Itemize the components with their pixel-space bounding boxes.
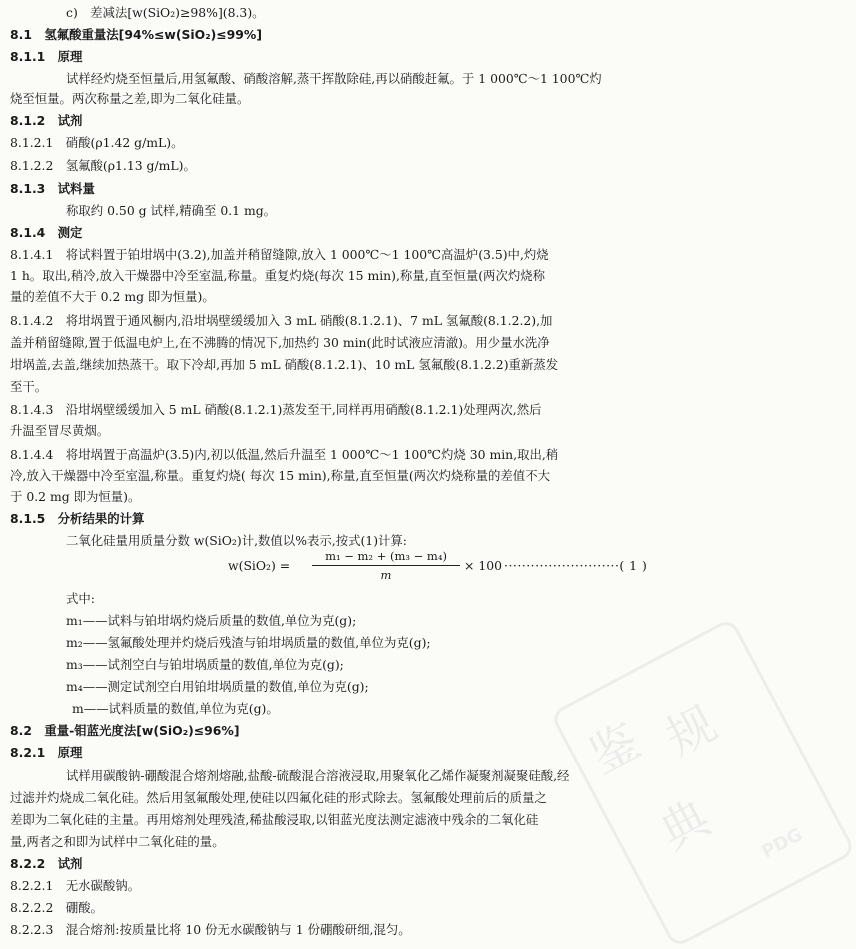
list-item-c: c) 差减法[w(SiO₂)≥98%](8.3)。 bbox=[66, 5, 265, 20]
formula-numerator: m₁ − m₂ + (m₃ − m₄) bbox=[325, 549, 447, 563]
definition-m2: m₂——氢氟酸处理并灼烧后残渣与铂坩埚质量的数值,单位为克(g); bbox=[66, 635, 431, 650]
formula-lhs: w(SiO₂) = bbox=[228, 558, 291, 573]
section-heading-8-1-1: 8.1.1 原理 bbox=[10, 49, 83, 64]
paragraph-line: 8.1.4.1 将试料置于铂坩埚中(3.2),加盖并稍留缝隙,放入 1 000℃～1 100℃高温炉(3.5)中,灼烧 bbox=[10, 247, 549, 262]
paragraph-line: 8.1.4.4 将坩埚置于高温炉(3.5)内,初以低温,然后升温至 1 000℃～1 100℃灼烧 30 min,取出,稍 bbox=[10, 447, 559, 462]
paragraph-line: 盖并稍留缝隙,置于低温电炉上,在不沸腾的情况下,加热约 30 min(此时试液应清澈)。用少量水洗净 bbox=[10, 335, 550, 350]
formula-fraction bbox=[312, 548, 460, 583]
paragraph-line: 量的差值不大于 0.2 mg 即为恒量)。 bbox=[10, 289, 215, 304]
definition-m: m——试料质量的数值,单位为克(g)。 bbox=[72, 701, 279, 716]
paragraph-line: 式中: bbox=[66, 591, 95, 606]
section-heading-8-2-2: 8.2.2 试剂 bbox=[10, 856, 83, 871]
paragraph-line: 8.1.2.2 氢氟酸(ρ1.13 g/mL)。 bbox=[10, 158, 196, 173]
formula-denominator: m bbox=[380, 568, 392, 582]
fraction-bar bbox=[312, 565, 460, 566]
paragraph-line: 1 h。取出,稍冷,放入干燥器中冷至室温,称量。重复灼烧(每次 15 min),称量,直至恒量(两次灼烧称 bbox=[10, 268, 546, 283]
formula-label: ··························( 1 ) bbox=[504, 558, 648, 573]
paragraph-line: 过滤并灼烧成二氧化硅。然后用氢氟酸处理,使硅以四氟化硅的形式除去。氢氟酸处理前后的质量之 bbox=[10, 790, 547, 805]
paragraph-line: 8.2.2.2 硼酸。 bbox=[10, 900, 103, 915]
paragraph-line: 8.1.4.2 将坩埚置于通风橱内,沿坩埚壁缓缓加入 3 mL 硝酸(8.1.2.1)、7 mL 氢氟酸(8.1.2.2),加 bbox=[10, 313, 553, 328]
section-heading-8-2-1: 8.2.1 原理 bbox=[10, 745, 83, 760]
paragraph-line: 称取约 0.50 g 试样,精确至 0.1 mg。 bbox=[66, 203, 277, 218]
watermark-glyph: 典 bbox=[650, 789, 720, 862]
formula-rhs: × 100 bbox=[464, 558, 502, 573]
paragraph-line: 试样用碳酸钠-硼酸混合熔剂熔融,盐酸-硫酸混合溶液浸取,用聚氧化乙烯作凝聚剂凝聚硅酸,经 bbox=[66, 768, 570, 783]
definition-m3: m₃——试剂空白与铂坩埚质量的数值,单位为克(g); bbox=[66, 657, 344, 672]
section-heading-8-2: 8.2 重量-钼蓝光度法[w(SiO₂)≤96%] bbox=[10, 723, 240, 738]
paragraph-line: 差即为二氧化硅的主量。再用熔剂处理残渣,稀盐酸浸取,以钼蓝光度法测定滤液中残余的二氧化硅 bbox=[10, 812, 539, 827]
paragraph-line: 试样经灼烧至恒量后,用氢氟酸、硝酸溶解,蒸干挥散除硅,再以硝酸赶氟。于 1 000℃～1 100℃灼 bbox=[66, 71, 602, 86]
paragraph-line: 二氧化硅量用质量分数 w(SiO₂)计,数值以%表示,按式(1)计算: bbox=[66, 533, 407, 548]
paragraph-line: 于 0.2 mg 即为恒量)。 bbox=[10, 489, 141, 504]
section-heading-8-1-5: 8.1.5 分析结果的计算 bbox=[10, 511, 145, 526]
paragraph-line: 升温至冒尽黄烟。 bbox=[10, 423, 110, 438]
paragraph-line: 8.2.2.3 混合熔剂:按质量比将 10 份无水碳酸钠与 1 份硼酸研细,混匀。 bbox=[10, 922, 411, 937]
section-heading-8-1: 8.1 氢氟酸重量法[94%≤w(SiO₂)≤99%] bbox=[10, 27, 262, 42]
paragraph-line: 坩埚盖,去盖,继续加热蒸干。取下冷却,再加 5 mL 硝酸(8.1.2.1)、10 mL 氢氟酸(8.1.2.2)重新蒸发 bbox=[10, 357, 559, 372]
section-heading-8-1-3: 8.1.3 试料量 bbox=[10, 181, 95, 196]
paragraph-line: 量,两者之和即为试样中二氧化硅的量。 bbox=[10, 834, 225, 849]
paragraph-line: 冷,放入干燥器中冷至室温,称量。重复灼烧( 每次 15 min),称量,直至恒量(两次灼烧称量的差值不大 bbox=[10, 468, 550, 483]
definition-m1: m₁——试料与铂坩埚灼烧后质量的数值,单位为克(g); bbox=[66, 613, 357, 628]
watermark-glyph: 规 bbox=[657, 695, 726, 768]
section-heading-8-1-2: 8.1.2 试剂 bbox=[10, 113, 83, 128]
watermark-glyph: 鉴 bbox=[580, 713, 650, 786]
watermark-label: PDG bbox=[758, 824, 806, 863]
section-heading-8-1-4: 8.1.4 测定 bbox=[10, 225, 83, 240]
paragraph-line: 8.1.2.1 硝酸(ρ1.42 g/mL)。 bbox=[10, 135, 184, 150]
watermark-stamp bbox=[550, 617, 856, 949]
paragraph-line: 8.1.4.3 沿坩埚壁缓缓加入 5 mL 硝酸(8.1.2.1)蒸发至干,同样再用硝酸(8.1.2.1)处理两次,然后 bbox=[10, 402, 542, 417]
paragraph-line: 至干。 bbox=[10, 379, 48, 394]
definition-m4: m₄——测定试剂空白用铂坩埚质量的数值,单位为克(g); bbox=[66, 679, 369, 694]
paragraph-line: 烧至恒量。两次称量之差,即为二氧化硅量。 bbox=[10, 91, 250, 106]
paragraph-line: 8.2.2.1 无水碳酸钠。 bbox=[10, 878, 141, 893]
